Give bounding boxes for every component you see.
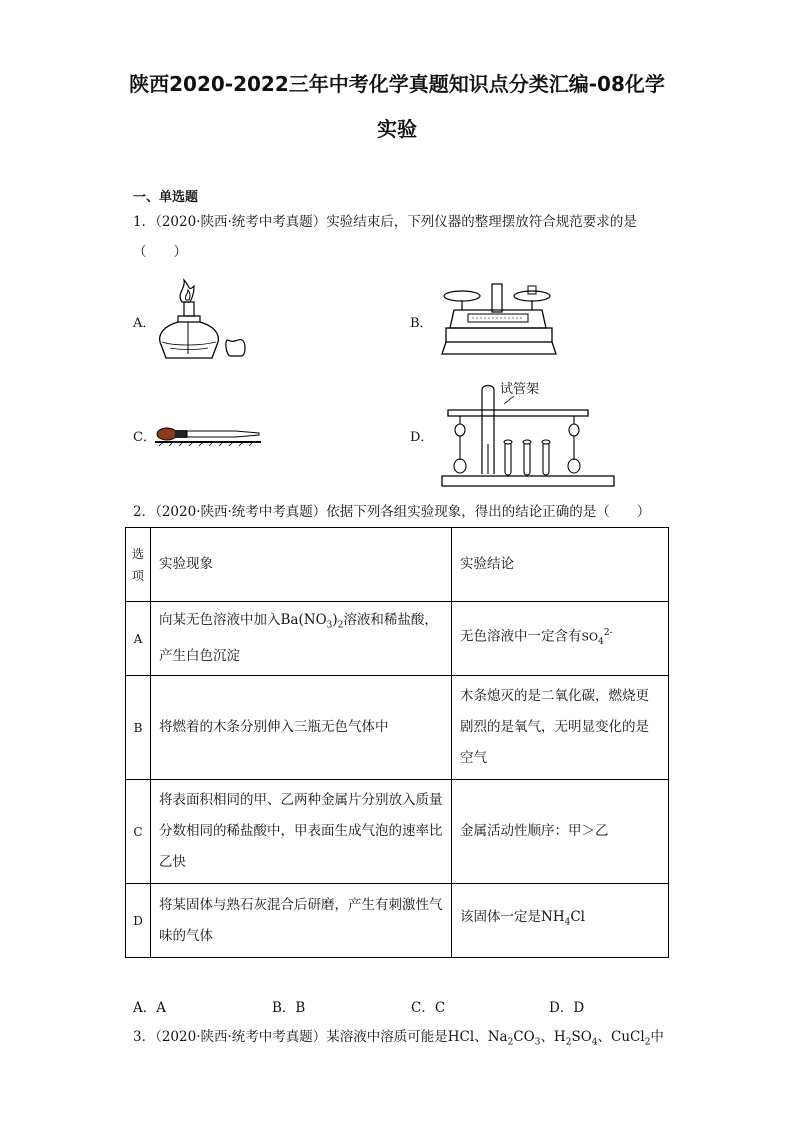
row-phenomenon: 将表面积相同的甲、乙两种金属片分别放入质量分数相同的稀盐酸中，甲表面生成气泡的速率比乙快 [151, 780, 452, 884]
q2-answer-c: C．C [411, 1000, 446, 1016]
rack-label: 试管架 [500, 382, 540, 397]
table-row [126, 602, 669, 676]
row-phenomenon: 将某固体与熟石灰混合后研磨，产生有刺激性气味的气体 [151, 884, 452, 958]
balance-figure [440, 280, 558, 360]
table-row [126, 676, 669, 780]
alcohol-lamp-figure [150, 272, 250, 364]
table-header-row [126, 528, 669, 602]
q2-answer-b: B．B [272, 1000, 306, 1016]
row-option: C [126, 780, 151, 884]
row-conclusion: 金属活动性顺序：甲＞乙 [452, 780, 669, 884]
table-row [126, 884, 669, 958]
doc-title-line2: 实验 [377, 117, 417, 141]
row-option: B [126, 676, 151, 780]
doc-title-line1: 陕西2020-2022三年中考化学真题知识点分类汇编-08化学 [129, 72, 665, 96]
header-conclusion: 实验结论 [452, 528, 669, 602]
row-phenomenon: 向某无色溶液中加入$Ba(NO_3)_2$溶液和稀盐酸，产生白色沉淀 [151, 602, 452, 676]
q1-option-d-label: D． [410, 430, 434, 445]
row-phenomenon: 将燃着的木条分别伸入三瓶无色气体中 [151, 676, 452, 780]
table-row [126, 780, 669, 884]
section-heading: 一、单选题 [133, 190, 199, 205]
q1-stem: 1．（2020·陕西·统考中考真题）实验结束后，下列仪器的整理摆放符合规范要求的是 [133, 214, 637, 230]
row-conclusion: 该固体一定是$NH_4Cl$ [452, 884, 669, 958]
q3-stem: 3．（2020·陕西·统考中考真题）某溶液中溶质可能是HCl、$Na_2CO_3$、$H_2SO_4$、CuCl$_2$中 [133, 1029, 664, 1048]
q2-table [125, 527, 669, 958]
q2-stem: 2．（2020·陕西·统考中考真题）依据下列各组实验现象，得出的结论正确的是（ ） [133, 504, 651, 520]
test-tube-rack-figure [438, 382, 618, 492]
row-option: D [126, 884, 151, 958]
q1-option-c-label: C． [133, 430, 156, 445]
header-phenomenon: 实验现象 [151, 528, 452, 602]
q1-option-b-label: B． [410, 316, 433, 331]
row-option: A [126, 602, 151, 676]
row-conclusion: 木条熄灭的是二氧化碳，燃烧更剧烈的是氧气，无明显变化的是空气 [452, 676, 669, 780]
q2-answer-d: D．D [549, 1000, 585, 1016]
q2-answer-a: A．A [133, 1000, 166, 1016]
q1-option-a-label: A． [133, 316, 156, 331]
q1-paren: （ ） [133, 244, 187, 260]
dropper-figure [155, 420, 263, 450]
header-option: 选项 [126, 528, 151, 602]
row-conclusion: 无色溶液中一定含有$SO_4^{2-}$ [452, 602, 669, 676]
